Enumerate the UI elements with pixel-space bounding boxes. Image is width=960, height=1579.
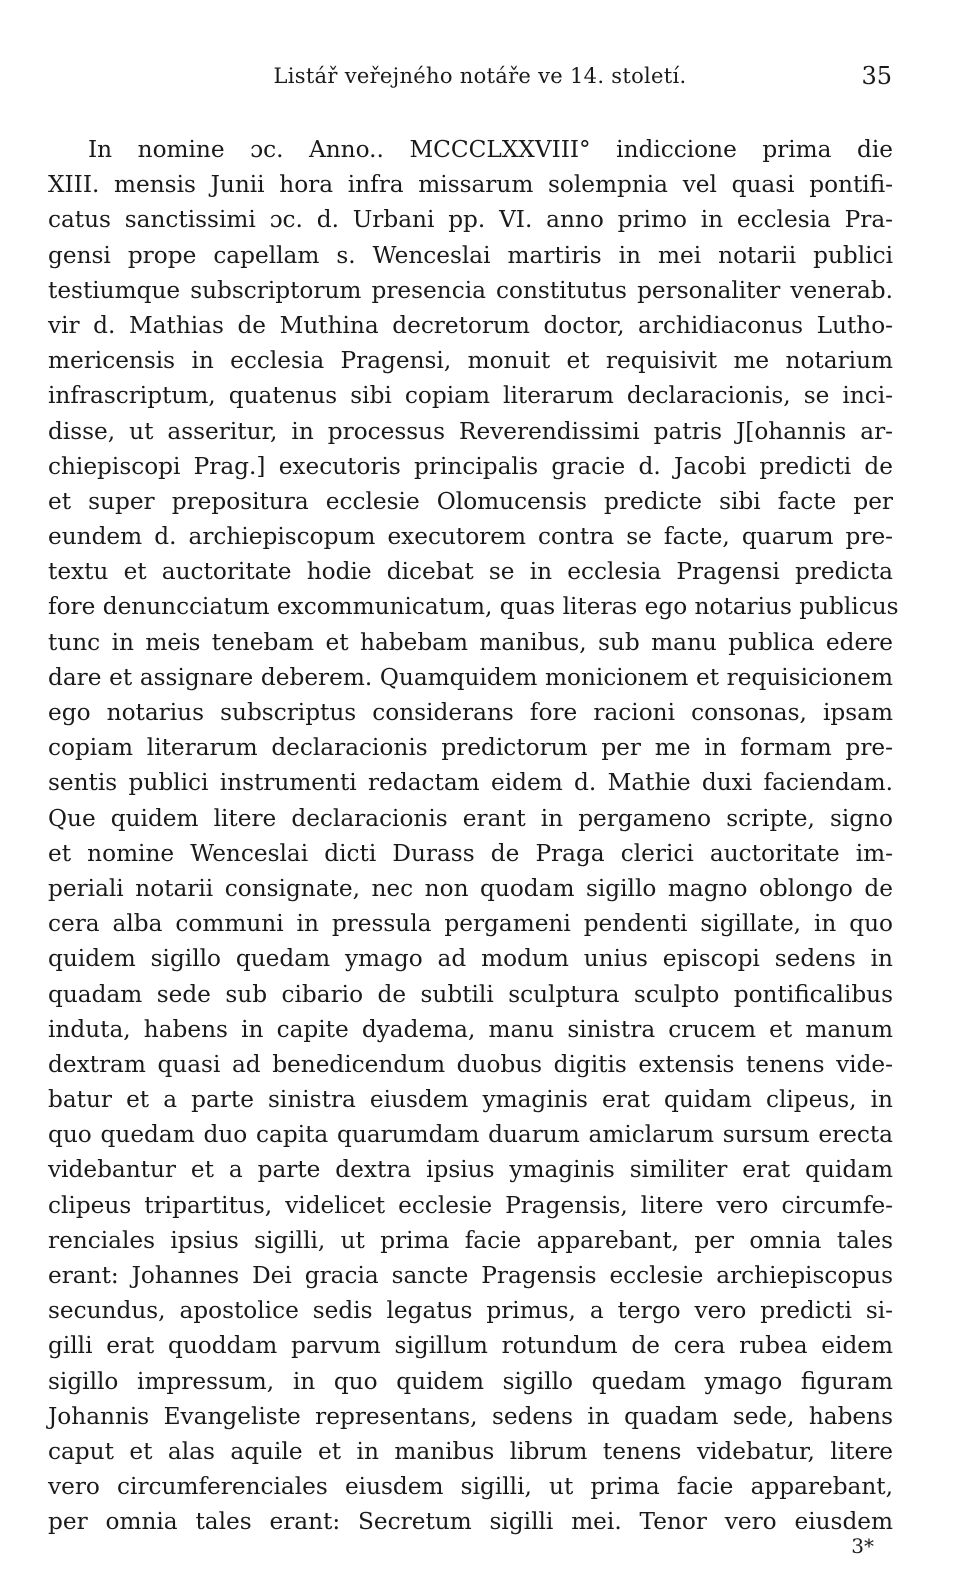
text-line: In nomine ɔc. Anno.. MCCCLXXVIII° indiccione prima die bbox=[88, 136, 893, 163]
text-line: mericensis in ecclesia Pragensi, monuit et requisivit me notarium bbox=[48, 347, 893, 375]
text-line: dextram quasi ad benedicendum duobus digitis extensis tenens vide- bbox=[48, 1050, 893, 1078]
text-line: vero circumferenciales eiusdem sigilli, ut prima facie apparebant, bbox=[48, 1473, 893, 1501]
text-line: ego notarius subscriptus considerans fore racioni consonas, ipsam bbox=[48, 699, 893, 726]
text-line: vir d. Mathias de Muthina decretorum doctor, archidiaconus Lutho- bbox=[48, 311, 893, 339]
text-line: infrascriptum, quatenus sibi copiam literarum declaracionis, se inci- bbox=[48, 382, 893, 410]
text-line: fore denuncciatum excommunicatum, quas literas ego notarius publicus bbox=[48, 593, 899, 621]
text-line: per omnia tales erant: Secretum sigilli mei. Tenor vero eiusdem bbox=[48, 1508, 893, 1536]
text-line: XIII. mensis Junii hora infra missarum solempnia vel quasi pontifi- bbox=[48, 171, 893, 199]
text-line: cera alba communi in pressula pergameni pendenti sigillate, in quo bbox=[48, 910, 893, 938]
text-line: copiam literarum declaracionis predictorum per me in formam pre- bbox=[48, 734, 893, 762]
text-line: testiumque subscriptorum presencia constitutus personaliter venerab. bbox=[48, 276, 893, 304]
text-line: renciales ipsius sigilli, ut prima facie apparebant, per omnia tales bbox=[48, 1226, 893, 1254]
text-line: gensi prope capellam s. Wenceslai martiris in mei notarii publici bbox=[48, 241, 893, 269]
text-line: quadam sede sub cibario de subtili sculptura sculpto pontificalibus bbox=[48, 980, 893, 1008]
text-line: gilli erat quoddam parvum sigillum rotundum de cera rubea eidem bbox=[48, 1332, 893, 1360]
text-line: induta, habens in capite dyadema, manu sinistra crucem et manum bbox=[48, 1015, 893, 1043]
text-line: sentis publici instrumenti redactam eidem d. Mathie duxi faciendam. bbox=[48, 769, 893, 797]
text-line: quo quedam duo capita quarumdam duarum amiclarum sursum erecta bbox=[48, 1121, 893, 1149]
page-header bbox=[0, 58, 960, 98]
text-line: et nomine Wenceslai dicti Durass de Praga clerici auctoritate im- bbox=[48, 839, 893, 867]
text-line: tunc in meis tenebam et habebam manibus, sub manu publica edere bbox=[48, 628, 893, 656]
text-line: caput et alas aquile et in manibus librum tenens videbatur, litere bbox=[48, 1437, 893, 1465]
body-text bbox=[48, 132, 899, 1540]
text-line: periali notarii consignate, nec non quodam sigillo magno oblongo de bbox=[48, 874, 893, 902]
text-line: Que quidem litere declaracionis erant in pergameno scripte, signo bbox=[48, 804, 893, 832]
running-head: Listář veřejného notáře ve 14. století. bbox=[273, 64, 687, 88]
text-line: chiepiscopi Prag.] executoris principalis gracie d. Jacobi predicti de bbox=[48, 452, 893, 480]
text-line: textu et auctoritate hodie dicebat se in ecclesia Pragensi predicta bbox=[48, 558, 893, 586]
text-line: clipeus tripartitus, videlicet ecclesie Pragensis, litere vero circumfe- bbox=[48, 1191, 893, 1219]
text-line: et super prepositura ecclesie Olomucensis predicte sibi facte per bbox=[48, 487, 893, 515]
text-line: videbantur et a parte dextra ipsius ymaginis similiter erat quidam bbox=[48, 1156, 893, 1184]
text-line: disse, ut asseritur, in processus Reverendissimi patris J[ohannis ar- bbox=[48, 417, 893, 445]
text-line: dare et assignare deberem. Quamquidem monicionem et requisicionem bbox=[48, 663, 893, 691]
text-line: quidem sigillo quedam ymago ad modum unius episcopi sedens in bbox=[48, 945, 893, 973]
page-number: 35 bbox=[861, 62, 892, 90]
text-line: erant: Johannes Dei gracia sancte Pragensis ecclesie archiepiscopus bbox=[48, 1262, 893, 1289]
text-line: sigillo impressum, in quo quidem sigillo quedam ymago figuram bbox=[48, 1367, 893, 1395]
text-line: Johannis Evangeliste representans, sedens in quadam sede, habens bbox=[48, 1402, 893, 1430]
text-line: batur et a parte sinistra eiusdem ymaginis erat quidam clipeus, in bbox=[48, 1086, 893, 1114]
text-line: catus sanctissimi ɔc. d. Urbani pp. VI. anno primo in ecclesia Pra- bbox=[48, 206, 893, 234]
signature-mark: 3* bbox=[851, 1534, 874, 1558]
text-line: eundem d. archiepiscopum executorem contra se facte, quarum pre- bbox=[48, 523, 893, 551]
text-line: secundus, apostolice sedis legatus primus, a tergo vero predicti si- bbox=[48, 1297, 893, 1325]
